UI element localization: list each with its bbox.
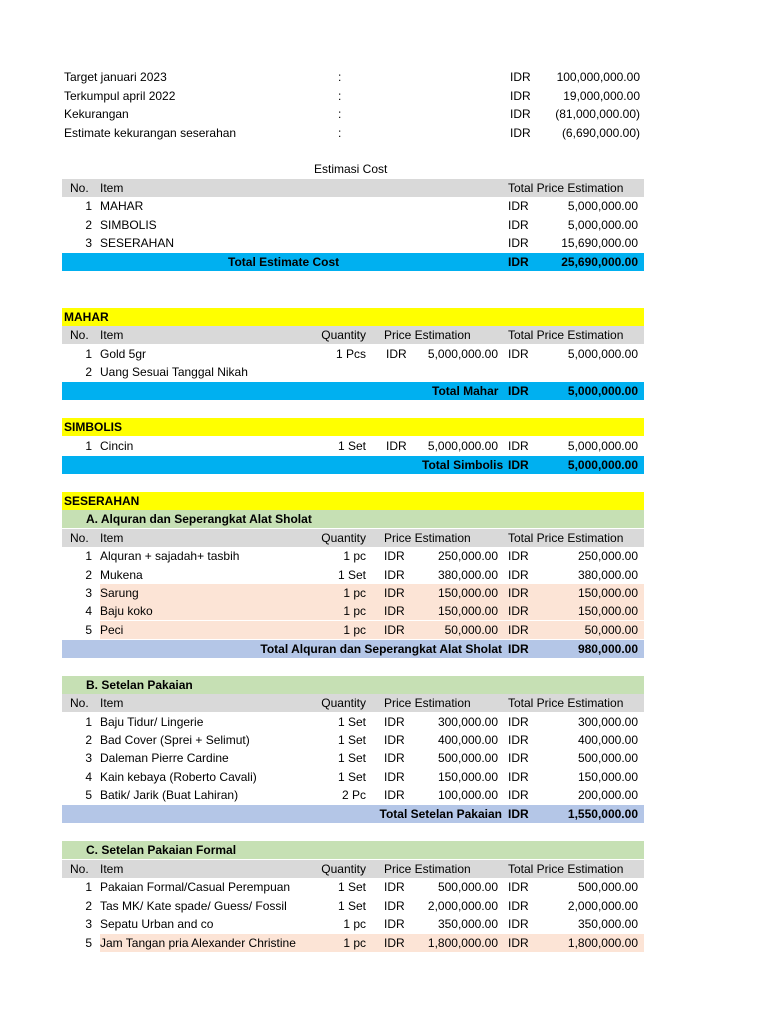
summary-label: Estimate kekurangan seserahan <box>64 126 237 140</box>
row-price: 150,000.00 <box>437 586 498 600</box>
table-row <box>62 621 644 639</box>
row-price: 500,000.00 <box>437 880 498 894</box>
summary-sep: : <box>338 107 342 121</box>
summary-sep: : <box>338 70 342 84</box>
table-row <box>62 437 644 455</box>
row-no: 4 <box>85 770 92 784</box>
row-item: Cincin <box>100 439 134 453</box>
row-no: 3 <box>85 236 92 250</box>
row-qty: 1 pc <box>343 917 366 931</box>
row-price: 150,000.00 <box>437 604 498 618</box>
row-item: Kain kebaya (Roberto Cavali) <box>100 770 257 784</box>
row-cur: IDR <box>384 733 405 747</box>
row-cur: IDR <box>508 733 529 747</box>
row-item: SIMBOLIS <box>100 218 157 232</box>
header-no: No. <box>70 328 89 342</box>
header-price: Price Estimation <box>384 862 471 876</box>
subsection-title-a <box>62 510 644 528</box>
row-cur: IDR <box>508 880 529 894</box>
row-price: 250,000.00 <box>437 549 498 563</box>
table-row <box>62 363 644 381</box>
row-no: 1 <box>85 880 92 894</box>
table-row <box>62 878 644 896</box>
header-no: No. <box>70 181 89 195</box>
row-qty: 1 pc <box>343 586 366 600</box>
row-no: 3 <box>85 917 92 931</box>
row-no: 3 <box>85 586 92 600</box>
total-value: 980,000.00 <box>577 642 638 656</box>
summary-cur: IDR <box>510 126 531 140</box>
row-cur: IDR <box>508 236 529 250</box>
row-cur: IDR <box>384 899 405 913</box>
table-row <box>62 915 644 933</box>
row-qty: 1 Set <box>337 733 366 747</box>
total-value: 1,550,000.00 <box>567 807 638 821</box>
row-total: 1,800,000.00 <box>567 936 638 950</box>
row-price: 5,000,000.00 <box>427 347 498 361</box>
header-item: Item <box>100 328 124 342</box>
seserahan-c-header <box>62 860 644 878</box>
summary-row <box>62 105 644 123</box>
row-cur: IDR <box>508 715 529 729</box>
row-total: 5,000,000.00 <box>567 347 638 361</box>
row-total: 350,000.00 <box>577 917 638 931</box>
row-no: 1 <box>85 715 92 729</box>
row-total: 300,000.00 <box>577 715 638 729</box>
section-title: MAHAR <box>64 310 109 324</box>
header-item: Item <box>100 696 124 710</box>
section-title: SESERAHAN <box>64 494 140 508</box>
total-value: 5,000,000.00 <box>567 384 638 398</box>
summary-sep: : <box>338 89 342 103</box>
row-item: Bad Cover (Sprei + Selimut) <box>100 733 250 747</box>
row-total: 5,000,000.00 <box>567 199 638 213</box>
row-item: Baju koko <box>100 604 153 618</box>
summary-label: Kekurangan <box>64 107 129 121</box>
row-cur: IDR <box>384 568 405 582</box>
row-price: 300,000.00 <box>437 715 498 729</box>
row-total: 500,000.00 <box>577 751 638 765</box>
estimasi-total-row <box>62 253 644 271</box>
row-price: 380,000.00 <box>437 568 498 582</box>
row-total: 50,000.00 <box>584 623 638 637</box>
table-row <box>62 786 644 804</box>
subsection-title: B. Setelan Pakaian <box>86 678 193 692</box>
row-cur: IDR <box>508 199 529 213</box>
summary-label: Target januari 2023 <box>64 70 167 84</box>
row-qty: 1 Set <box>337 751 366 765</box>
row-cur: IDR <box>384 936 405 950</box>
row-qty: 1 Set <box>337 899 366 913</box>
row-cur: IDR <box>384 623 405 637</box>
row-no: 1 <box>85 549 92 563</box>
table-row <box>62 934 644 952</box>
header-no: No. <box>70 531 89 545</box>
total-label: Total Alquran dan Seperangkat Alat Sholat <box>260 642 502 656</box>
table-row <box>62 197 644 215</box>
row-cur: IDR <box>384 715 405 729</box>
row-item: Uang Sesuai Tanggal Nikah <box>100 365 248 379</box>
row-qty: 1 Set <box>337 770 366 784</box>
header-qty: Quantity <box>321 862 366 876</box>
row-total: 2,000,000.00 <box>567 899 638 913</box>
row-price: 150,000.00 <box>437 770 498 784</box>
seserahan-b-total-row <box>62 805 644 823</box>
row-no: 2 <box>85 568 92 582</box>
table-row <box>62 345 644 363</box>
row-no: 1 <box>85 439 92 453</box>
row-total: 380,000.00 <box>577 568 638 582</box>
row-no: 5 <box>85 788 92 802</box>
row-cur: IDR <box>508 347 529 361</box>
total-label: Total Mahar <box>432 384 499 398</box>
header-qty: Quantity <box>321 531 366 545</box>
row-qty: 2 Pc <box>341 788 366 802</box>
header-no: No. <box>70 862 89 876</box>
row-total: 200,000.00 <box>577 788 638 802</box>
seserahan-b-header <box>62 694 644 712</box>
mahar-header <box>62 326 644 344</box>
total-cur: IDR <box>508 255 529 269</box>
row-qty: 1 Pcs <box>335 347 366 361</box>
row-item: Peci <box>100 623 124 637</box>
row-item: Sarung <box>100 586 139 600</box>
header-total: Total Price Estimation <box>508 531 624 545</box>
row-qty: 1 pc <box>343 936 366 950</box>
row-no: 1 <box>85 347 92 361</box>
row-item: Batik/ Jarik (Buat Lahiran) <box>100 788 239 802</box>
table-row <box>62 749 644 767</box>
row-qty: 1 pc <box>343 604 366 618</box>
row-item: Alquran + sajadah+ tasbih <box>100 549 240 563</box>
total-cur: IDR <box>508 642 529 656</box>
header-price: Price Estimation <box>384 328 471 342</box>
header-total: Total Price Estimation <box>508 328 624 342</box>
summary-row <box>62 68 644 86</box>
total-value: 5,000,000.00 <box>567 458 638 472</box>
seserahan-a-header <box>62 529 644 547</box>
row-total: 250,000.00 <box>577 549 638 563</box>
row-cur: IDR <box>508 439 529 453</box>
row-price: 5,000,000.00 <box>427 439 498 453</box>
row-cur: IDR <box>508 218 529 232</box>
section-title: SIMBOLIS <box>64 420 123 434</box>
subsection-title-b <box>62 676 644 694</box>
row-cur: IDR <box>508 751 529 765</box>
simbolis-section-title <box>62 418 644 436</box>
summary-cur: IDR <box>510 89 531 103</box>
header-total: Total Price Estimation <box>508 696 624 710</box>
summary-value: 19,000,000.00 <box>563 89 640 103</box>
row-no: 2 <box>85 218 92 232</box>
summary-value: 100,000,000.00 <box>556 70 640 84</box>
header-qty: Quantity <box>321 328 366 342</box>
seserahan-section-title <box>62 492 644 510</box>
header-price: Price Estimation <box>384 531 471 545</box>
row-cur: IDR <box>384 788 405 802</box>
summary-value: (81,000,000.00) <box>555 107 640 121</box>
row-no: 2 <box>85 899 92 913</box>
row-cur: IDR <box>384 751 405 765</box>
mahar-section-title <box>62 308 644 326</box>
table-row <box>62 234 644 252</box>
row-cur: IDR <box>508 586 529 600</box>
row-price: 350,000.00 <box>437 917 498 931</box>
row-cur: IDR <box>508 770 529 784</box>
summary-sep: : <box>338 126 342 140</box>
header-no: No. <box>70 696 89 710</box>
row-no: 1 <box>85 199 92 213</box>
header-price: Price Estimation <box>384 696 471 710</box>
row-item: MAHAR <box>100 199 144 213</box>
table-row <box>62 713 644 731</box>
row-no: 2 <box>85 733 92 747</box>
row-item: Jam Tangan pria Alexander Christine <box>100 936 296 950</box>
row-price: 400,000.00 <box>437 733 498 747</box>
row-item: Pakaian Formal/Casual Perempuan <box>100 880 291 894</box>
header-qty: Quantity <box>321 696 366 710</box>
header-total: Total Price Estimation <box>508 181 624 195</box>
table-row <box>62 897 644 915</box>
estimasi-title: Estimasi Cost <box>314 162 388 176</box>
row-total: 150,000.00 <box>577 770 638 784</box>
row-cur: IDR <box>384 917 405 931</box>
table-row <box>62 602 644 620</box>
row-qty: 1 pc <box>343 623 366 637</box>
total-value: 25,690,000.00 <box>561 255 638 269</box>
estimasi-title-row <box>62 160 644 178</box>
row-qty: 1 Set <box>337 568 366 582</box>
total-cur: IDR <box>508 458 529 472</box>
total-label: Total Setelan Pakaian <box>379 807 502 821</box>
row-cur: IDR <box>384 604 405 618</box>
row-cur: IDR <box>508 604 529 618</box>
row-cur: IDR <box>384 880 405 894</box>
row-total: 400,000.00 <box>577 733 638 747</box>
total-label: Total Simbolis <box>422 458 504 472</box>
summary-value: (6,690,000.00) <box>561 126 640 140</box>
row-cur: IDR <box>508 917 529 931</box>
row-no: 5 <box>85 936 92 950</box>
row-qty: 1 Set <box>337 715 366 729</box>
row-item: SESERAHAN <box>100 236 175 250</box>
mahar-total-row <box>62 382 644 400</box>
summary-row <box>62 87 644 105</box>
row-total: 15,690,000.00 <box>561 236 638 250</box>
row-cur: IDR <box>508 549 529 563</box>
row-price: 500,000.00 <box>437 751 498 765</box>
simbolis-total-row <box>62 456 644 474</box>
subsection-title: A. Alquran dan Seperangkat Alat Sholat <box>86 512 312 526</box>
summary-cur: IDR <box>510 107 531 121</box>
summary-row <box>62 124 644 142</box>
summary-label: Terkumpul april 2022 <box>64 89 176 103</box>
row-total: 500,000.00 <box>577 880 638 894</box>
total-label: Total Estimate Cost <box>228 255 340 269</box>
table-row <box>62 584 644 602</box>
row-cur: IDR <box>384 549 405 563</box>
row-cur: IDR <box>508 899 529 913</box>
header-item: Item <box>100 862 124 876</box>
row-cur: IDR <box>386 347 407 361</box>
total-cur: IDR <box>508 807 529 821</box>
seserahan-a-total-row <box>62 640 644 658</box>
row-no: 2 <box>85 365 92 379</box>
estimasi-header <box>62 179 644 197</box>
table-row <box>62 768 644 786</box>
row-qty: 1 Set <box>337 880 366 894</box>
row-cur: IDR <box>384 586 405 600</box>
row-price: 2,000,000.00 <box>427 899 498 913</box>
row-no: 4 <box>85 604 92 618</box>
header-item: Item <box>100 531 124 545</box>
row-item: Sepatu Urban and co <box>100 917 214 931</box>
row-cur: IDR <box>508 788 529 802</box>
row-price: 50,000.00 <box>444 623 498 637</box>
subsection-title: C. Setelan Pakaian Formal <box>86 843 237 857</box>
row-total: 150,000.00 <box>577 586 638 600</box>
row-cur: IDR <box>386 439 407 453</box>
row-total: 5,000,000.00 <box>567 439 638 453</box>
table-row <box>62 216 644 234</box>
row-no: 5 <box>85 623 92 637</box>
row-cur: IDR <box>508 623 529 637</box>
total-cur: IDR <box>508 384 529 398</box>
row-cur: IDR <box>508 936 529 950</box>
row-qty: 1 Set <box>337 439 366 453</box>
row-cur: IDR <box>384 770 405 784</box>
row-price: 100,000.00 <box>437 788 498 802</box>
subsection-title-c <box>62 841 644 859</box>
row-cur: IDR <box>508 568 529 582</box>
row-total: 150,000.00 <box>577 604 638 618</box>
row-qty: 1 pc <box>343 549 366 563</box>
table-row <box>62 547 644 565</box>
row-item: Mukena <box>100 568 143 582</box>
row-item: Baju Tidur/ Lingerie <box>100 715 204 729</box>
row-item: Daleman Pierre Cardine <box>100 751 229 765</box>
row-price: 1,800,000.00 <box>427 936 498 950</box>
table-row <box>62 566 644 584</box>
summary-cur: IDR <box>510 70 531 84</box>
row-total: 5,000,000.00 <box>567 218 638 232</box>
header-total: Total Price Estimation <box>508 862 624 876</box>
row-item: Tas MK/ Kate spade/ Guess/ Fossil <box>100 899 287 913</box>
header-item: Item <box>100 181 124 195</box>
table-row <box>62 731 644 749</box>
row-item: Gold 5gr <box>100 347 147 361</box>
row-no: 3 <box>85 751 92 765</box>
